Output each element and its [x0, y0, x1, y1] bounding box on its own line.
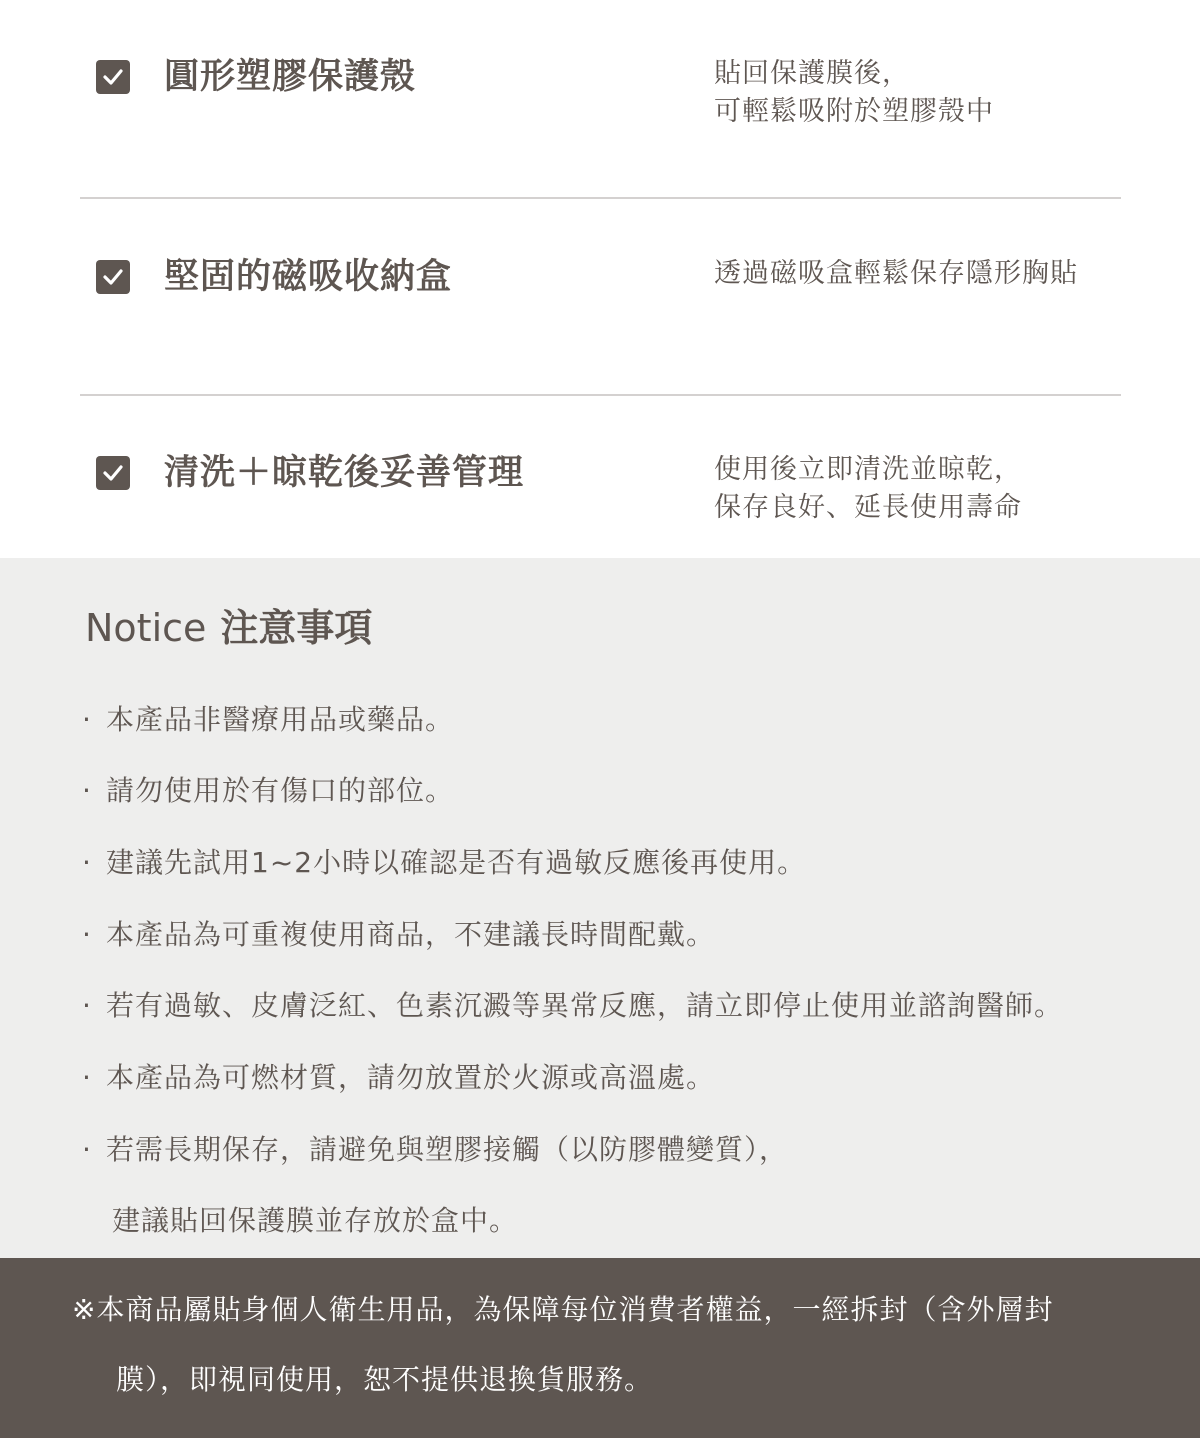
notice-item-continuation: 建議貼回保護膜並存放於盒中。	[112, 1204, 519, 1237]
notice-item-text: 本產品為可燃材質，請勿放置於火源或高溫處。	[106, 1061, 716, 1094]
notice-heading-zh: 注意事項	[220, 606, 373, 650]
checked-checkbox-icon	[96, 260, 130, 294]
footer-line: 膜），即視同使用，恕不提供退換貨服務。	[116, 1363, 654, 1396]
features-section	[0, 0, 1200, 558]
feature-description	[714, 255, 1078, 293]
bullet: ·	[82, 774, 92, 807]
notice-item-text: 本產品非醫療用品或藥品。	[106, 703, 455, 736]
divider	[80, 394, 1121, 396]
notice-item	[82, 700, 454, 740]
notice-item	[82, 843, 806, 883]
notice-item	[82, 1058, 715, 1098]
bullet: ·	[82, 846, 92, 879]
notice-item	[82, 915, 715, 955]
footer-line: ※本商品屬貼身個人衛生用品，為保障每位消費者權益，一經拆封（含外層封	[72, 1293, 1054, 1326]
feature-description-line: 貼回保護膜後，	[714, 58, 910, 89]
bullet: ·	[82, 1061, 92, 1094]
feature-description-line: 可輕鬆吸附於塑膠殼中	[714, 96, 994, 127]
bullet: ·	[82, 1133, 92, 1166]
notice-item-text: 請勿使用於有傷口的部位。	[106, 774, 455, 807]
notice-item	[82, 986, 1063, 1026]
notice-item-text: 若需長期保存，請避免與塑膠接觸（以防膠體變質），	[106, 1133, 789, 1166]
notice-item-text: 本產品為可重複使用商品，不建議長時間配戴。	[106, 918, 716, 951]
notice-item-text: 建議先試用1~2小時以確認是否有過敏反應後再使用。	[106, 846, 807, 879]
feature-title: 清洗＋晾乾後妥善管理	[164, 453, 525, 493]
bullet: ·	[82, 918, 92, 951]
bullet: ·	[82, 703, 92, 736]
feature-description-line: 使用後立即清洗並晾乾，	[714, 454, 1022, 485]
feature-description-line: 透過磁吸盒輕鬆保存隱形胸貼	[714, 258, 1078, 289]
notice-item	[82, 1130, 788, 1170]
bullet: ·	[82, 989, 92, 1022]
checked-checkbox-icon	[96, 60, 130, 94]
feature-description	[714, 451, 1022, 527]
divider	[80, 197, 1121, 199]
notice-item-text: 若有過敏、皮膚泛紅、色素沉澱等異常反應，請立即停止使用並諮詢醫師。	[106, 989, 1064, 1022]
feature-description	[714, 55, 994, 131]
notice-heading	[85, 604, 372, 652]
notice-heading-en: Notice	[85, 606, 207, 650]
feature-title: 堅固的磁吸收納盒	[164, 257, 453, 297]
notice-item	[82, 771, 454, 811]
feature-title: 圓形塑膠保護殼	[164, 57, 417, 97]
notice-section	[0, 558, 1200, 1258]
checked-checkbox-icon	[96, 456, 130, 490]
footer-disclaimer	[0, 1258, 1200, 1438]
feature-description-line: 保存良好、延長使用壽命	[714, 492, 1022, 523]
